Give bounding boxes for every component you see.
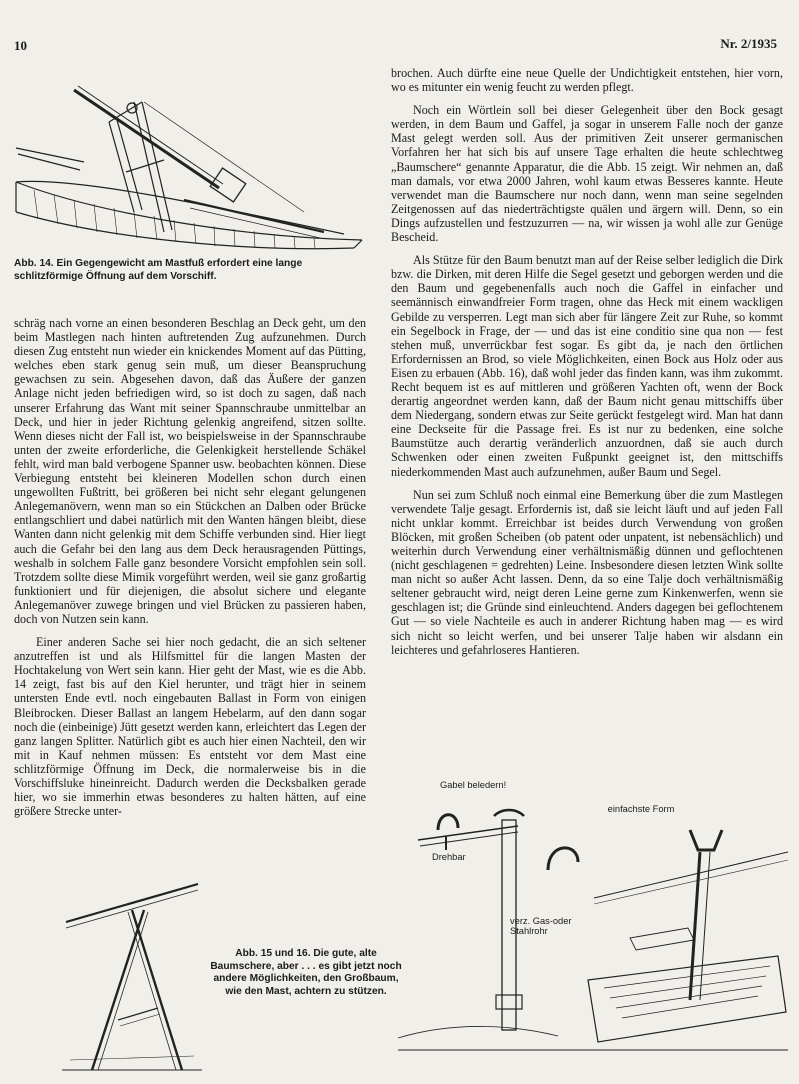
left-paragraph-1: schräg nach vorne an einen besonderen Beschlag an Deck geht, um den beim Mastlegen nach hinten auftretenden Zug aufzunehmen. Durch diesen Zug entsteht nun wieder ein knickendes Moment auf das Pütting, welches eben stark genug sein muß, um dieser Beanspruchung gewachsen zu sein. Abgesehen davon, daß das Äußere der ganzen Anlage nicht jeden befriedigen wird, so ist doch zu sagen, daß nach unserer Erfahrung das Want mit seiner Spannschraube unmittelbar an Deck, und hier in jeder Richtung gelenkig angreifend, sitzen sollte. Wenn dieses nicht der Fall ist, wo beispielsweise in der Spannschraube unten der zweite erforderliche, die Gelenkigkeit herstellende Schäkel fehlt, wird man bald verbogene Spanner usw. beobachten können. Diese Verbiegung entsteht bei kleineren Modellen schon durch einen ungewollten Fußtritt, bei größeren bei nicht sehr elegant gelungenen Anlegemanövern, wenn man so ein Stückchen an Dalben oder Brücke entlangschliert und dabei natürlich mit den Wanten hängen bleibt, diese Wanten dann nicht gelenkig mit dem Schiffe verbunden sind. Hier liegt auch die Gefahr bei den lang aus dem Deck herausragenden Püttings, weshalb in solchem Falle ganz besondere Vorsicht empfohlen sein soll. Trotzdem sollte diese Mimik vorgeführt werden, weil sie ganz großartig funktioniert und für diejenigen, die absolut sichere und elegante Anlegemanöver zuwege bringen und viel Brücken zu passieren haben, doch von Nutzen sein kann. [14, 316, 366, 626]
figure-14-illustration [14, 62, 366, 252]
label-rohr: verz. Gas-oder Stahlrohr [510, 916, 572, 936]
left-paragraph-2: Einer anderen Sache sei hier noch gedacht, die an sich seltener anzutreffen ist und als Hilfsmittel für die langen Masten der Hochtakelung von Wert sein kann. Hier geht der Mast, wie es die Abb. 14 zeigt, fast bis auf den Kiel herunter, und trägt hier in seinem untersten Ende evtl. noch eingebauten Ballast in Form von einigen Bleibrocken. Dieser Ballast an langem Hebelarm, auf den dann sogar noch die (einbeinige) Jütt gesetzt werden kann, erleichtert das Legen der ganz langen Splitter. Natürlich gibt es auch hier einen Nachteil, den wir mit in Kauf nehmen müssen: Es entsteht vor dem Mast eine schlitzförmige Öffnung im Deck, die normalerweise bis in die Vorschiffsluke hineinreicht. Dadurch werden die Decksbalken gerade hier, wo sie immerhin etwas besonderes zu halten hätten, auf eine größere Strecke unter- [14, 635, 366, 819]
right-paragraph-3: Als Stütze für den Baum benutzt man auf der Reise selber lediglich die Dirk bzw. die Dirken, mit deren Hilfe die Segel gesetzt und geborgen werden und die den Baum und gegebenenfalls auch noch die Gaffel in einfacher und seemännisch einwandfreier Form tragen, ohne das Heck mit einem wackligen Gebilde zu versperren. Legt man sich aber für längere Zeit zur Ruhe, so kommt ein Segelbock in Frage, der — und das ist eine conditio sine qua non — fest stehen muß, unverrückbar fest sogar. Es gibt da, je nach den örtlichen Erfordernissen an Brod, so viele Möglichkeiten, einen Bock aus Holz oder aus Eisen zu erbauen (Abb. 16), daß wohl jeder das finden kann, was ihm zukommt. Recht bequem ist es auf mittleren und größeren Yachten oft, wenn der Bock derartig angeordnet werden kann, daß der Baum nicht genau mittschiffs über dem Niedergang, sondern etwas zur Seite gerückt festgelegt wird. Man hat dann eine Deckseite für die Passage frei. Es ist nur zu bedenken, eine solche Baumstütze auch derartig veränderlich anzuordnen, daß sie auch durch Schwenken oder einen zweiten Fußpunkt geeignet ist, den mittschiffs niederkommenden Mast auch aufzunehmen, außer Baum und Segel. [391, 253, 783, 479]
issue-number: Nr. 2/1935 [720, 36, 777, 51]
left-column-text [14, 316, 366, 827]
baumschere-drawing [62, 880, 202, 1076]
figure-15-illustration [62, 880, 202, 1076]
figure-14-caption-text: Ein Gegengewicht am Mastfuß erfordert eine lange schlitzförmige Öffnung auf dem Vorschiff. [14, 258, 303, 282]
figure-14-caption-label: Abb. 14. [14, 258, 54, 269]
right-paragraph-4: Nun sei zum Schluß noch einmal eine Bemerkung über die zum Mastlegen verwendete Talje gesagt. Erfordernis ist, daß sie leicht läuft und auf jeden Fall nicht unklar kommt. Erreichbar ist beides durch Verwendung von großen Blöcken, mit großen Scheiben (ob patent oder unpatent, ist nebensächlich) und weiterhin durch Verwendung einer verhältnismäßig dünnen und geflochtenen (nicht geschlagenen = gedrehten) Leine. Insbesondere diesen letzten Wink sollte man nicht so außer Acht lassen. Denn, da so eine Talje doch verhältnismäßig seltener gebraucht wird, neigt deren Leine gerne zum Kinkenwerfen, wenn sie geschlagen ist; die Gründe sind einleuchtend. Anders dagegen bei geflochtenem Gut — so viele Nachteile es auch in anderer Richtung haben mag — es wird sich nicht so leicht werfen, und bei unserer Talje haben wir alsdann ein leichteres und gefahrloseres Hantieren. [391, 487, 783, 657]
boat-bow-drawing [14, 62, 366, 252]
label-drehbar: Drehbar [432, 852, 466, 862]
right-paragraph-1: brochen. Auch dürfte eine neue Quelle der Undichtigkeit entstehen, hier vorn, wo es mitunter ein wenig feucht zu werden pflegt. [391, 66, 783, 95]
label-gabel: Gabel beledern! [440, 780, 507, 790]
right-paragraph-2: Noch ein Wörtlein soll bei dieser Gelegenheit über den Bock gesagt werden, in dem Baum und Gaffel, ja sogar in unserem Falle noch der ganze Mast gelegt werden soll. Aus der primitiven Zeit unserer germanischen Vorfahren her hat sich bis auf unsere Tage erhalten die heute schlechtweg „Baumschere“ genannte Apparatur, die die Abb. 15 zeigt. Wir nehmen an, daß man damals, vor etwa 2000 Jahren, wohl kaum etwas Besseres kannte. Heute verwendet man die Baumschere nur noch dann, wenn man seine segelnden Zeitgenossen auf das niederträchtigste quälen und ärgern will. Denn, so ein Dings aufzustellen und festzuzurren — na, wir wissen ja wohl alle zur Genüge Bescheid. [391, 103, 783, 245]
label-einfachste-form: einfachste Form [607, 804, 675, 814]
boom-support-drawing [398, 780, 788, 1072]
figure-14-caption [14, 258, 366, 283]
page-number: 10 [14, 38, 27, 53]
right-column-text [391, 66, 783, 666]
figure-16-illustration [398, 780, 788, 1072]
figure-15-caption: Abb. 15 und 16. Die gute, alte Baumschere, aber . . . es gibt jetzt noch andere Möglichkeiten, den Großbaum, wie den Mast, achtern zu stützen. [210, 948, 402, 997]
